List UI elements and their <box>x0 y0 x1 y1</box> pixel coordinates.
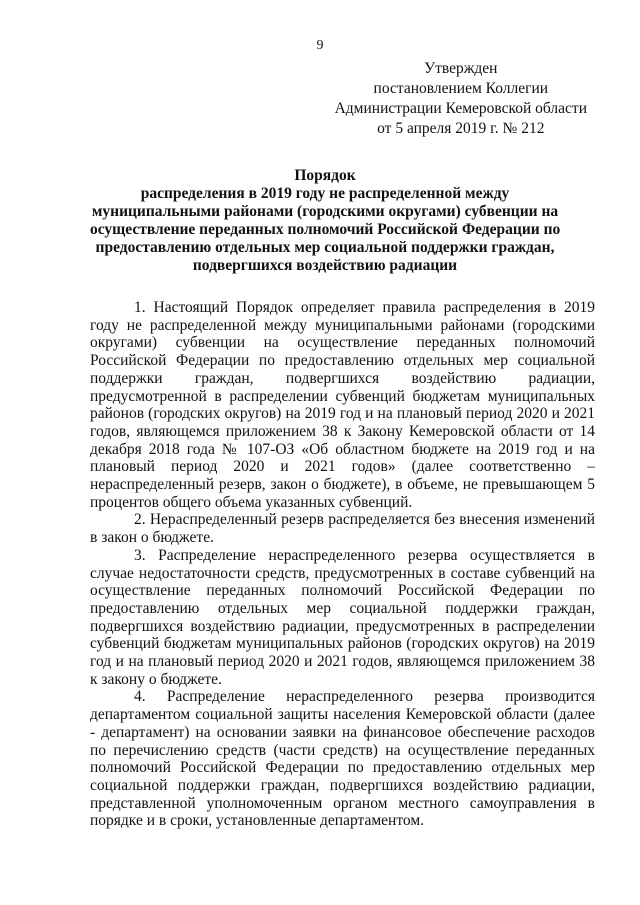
title-line-3: муниципальными районами (городскими округами) субвенции на <box>91 203 559 220</box>
document-body <box>90 299 595 830</box>
title-line-2: распределения в 2019 году не распределенной между <box>140 185 510 202</box>
title-line-6: подвергшихся воздействию радиации <box>192 257 458 274</box>
title-line-1: Порядок <box>294 167 356 184</box>
paragraph-3: 3. Распределение нераспределенного резерва осуществляется в случае недостаточности средств, предусмотренных в составе субвенций на осуществление переданных полномочий Российской Федерации по предоставлению отдельных мер социальной поддержки граждан, подвергшихся воздействию радиации, предусмотренных в распределении субвенций бюджетам муниципальных районов (городских округов) на 2019 год и на плановый период 2020 и 2021 годов, являющемся приложением 38 к закону о бюджете. <box>90 546 595 688</box>
approval-line-1: Утвержден <box>424 60 498 77</box>
approval-line-3: Администрации Кемеровской области <box>334 100 587 117</box>
approval-stamp <box>335 59 587 139</box>
paragraph-1: 1. Настоящий Порядок определяет правила распределения в 2019 году не распределенной между муниципальными районами (городскими округами) субвенции на осуществление переданных полномочий Российской Федерации по предоставлению отдельных мер социальной поддержки граждан, подвергшихся воздействию радиации, предусмотренной в распределении субвенций бюджетам муниципальных районов (городских округов) на 2019 год и на плановый период 2020 и 2021 годов, являющемся приложением 38 к Закону Кемеровской области от 14 декабря 2018 года № 107-ОЗ «Об областном бюджете на 2019 год и на плановый период 2020 и 2021 годов» (далее соответственно – нераспределенный резерв, закон о бюджете), в объеме, не превышающем 5 процентов общего объема указанных субвенций. <box>90 299 595 511</box>
paragraph-2: 2. Нераспределенный резерв распределяется без внесения изменений в закон о бюджете. <box>90 511 595 547</box>
title-line-5: предоставлению отдельных мер социальной поддержки граждан, <box>95 239 555 256</box>
title-line-4: осуществление переданных полномочий Российской Федерации по <box>90 221 561 238</box>
approval-line-4: от 5 апреля 2019 г. № 212 <box>377 120 545 137</box>
page-number: 9 <box>316 38 324 53</box>
document-title <box>90 167 560 275</box>
approval-line-2: постановлением Коллегии <box>373 80 549 97</box>
paragraph-4: 4. Распределение нераспределенного резерва производится департаментом социальной защиты населения Кемеровской области (далее - департамент) на основании заявки на финансовое обеспечение расходов по перечислению средств (части средств) на осуществление переданных полномочий Российской Федерации по предоставлению отдельных мер социальной поддержки граждан, подвергшихся воздействию радиации, представленной уполномоченным органом местного самоуправления в порядке и в сроки, установленные департаментом. <box>90 688 595 830</box>
